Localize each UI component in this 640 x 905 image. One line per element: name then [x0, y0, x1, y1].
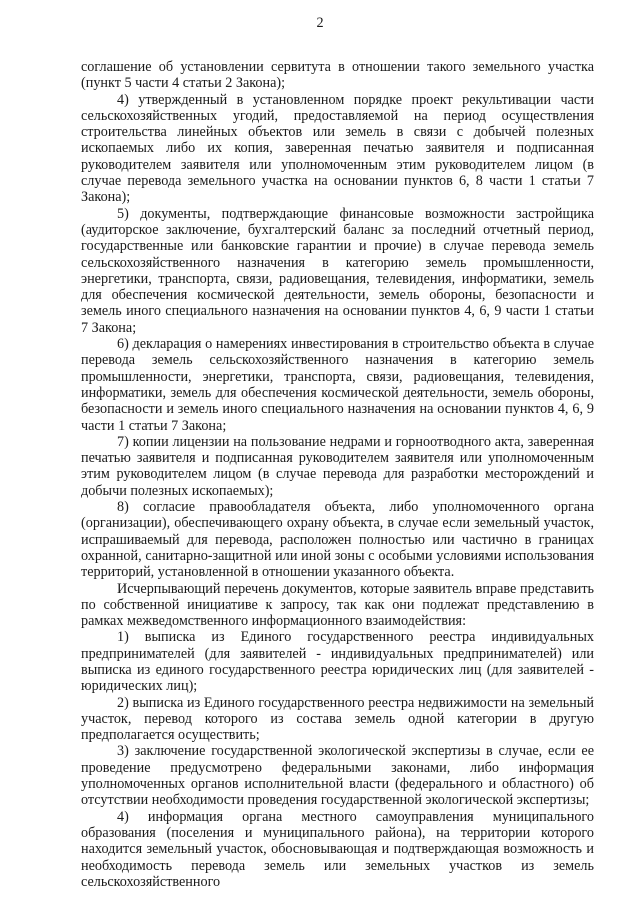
optional-item-3: 3) заключение государственной экологической экспертизы в случае, если ее проведение предусмотрено федеральными законами, либо информация уполномоченных органов исполнительной власти (федерального и областного) об отсутствии необходимости проведения государственной экологической экспертизы;: [81, 743, 594, 809]
list-item-8: 8) согласие правообладателя объекта, либо уполномоченного органа (организации), обеспечивающего охрану объекта, в случае если земельный участок, испрашиваемый для перевода, расположен полностью или частично в границах охранной, санитарно-защитной или иной зоны с особыми условиями использования территорий, установленной в отношении указанного объекта.: [81, 499, 594, 581]
paragraph-continuation: соглашение об установлении сервитута в отношении такого земельного участка (пункт 5 части 4 статьи 2 Закона);: [81, 59, 594, 92]
optional-item-4: 4) информация органа местного самоуправления муниципального образования (поселения и муниципального района), на территории которого находится земельный участок, обосновывающая и подтверждающая возможность и необходимость перевода земель или земельных участков из земель сельскохозяйственного: [81, 808, 594, 890]
section-intro: Исчерпывающий перечень документов, которые заявитель вправе представить по собственной инициативе к запросу, так как они подлежат представлению в рамках межведомственного информационного взаимодействия:: [81, 580, 594, 630]
document-body: [81, 59, 594, 890]
list-item-5: 5) документы, подтверждающие финансовые возможности застройщика (аудиторское заключение, бухгалтерский баланс за последний отчетный период, государственные или банковские гарантии и прочие) в случае перевода земель сельскохозяйственного назначения в категорию земель промышленности, энергетики, транспорта, связи, радиовещания, телевидения, информатики, земель для обеспечения космической деятельности, земель обороны, безопасности и земель иного специального назначения на основании пунктов 4, 6, 9 части 1 статьи 7 Закона;: [81, 205, 594, 336]
list-item-7: 7) копии лицензии на пользование недрами и горноотводного акта, заверенная печатью заявителя и подписанная руководителем заявителя или уполномоченным этим руководителем лицом (в случае перевода для разработки месторождений и добычи полезных ископаемых);: [81, 433, 594, 499]
optional-item-1: 1) выписка из Единого государственного реестра индивидуальных предпринимателей (для заявителей - индивидуальных предпринимателей) или выписка из единого государственного реестра юридических лиц (для заявителей - юридических лиц);: [81, 629, 594, 695]
optional-item-2: 2) выписка из Единого государственного реестра недвижимости на земельный участок, перевод которого из состава земель одной категории в другую предполагается осуществить;: [81, 694, 594, 744]
page-number: 2: [316, 15, 324, 31]
list-item-6: 6) декларация о намерениях инвестирования в строительство объекта в случае перевода земель сельскохозяйственного назначения в категорию земель промышленности, энергетики, транспорта, связи, радиовещания, телевидения, информатики, земель для обеспечения космической деятельности, земель обороны, безопасности и земель иного специального назначения на основании пунктов 4, 6, 9 части 1 статьи 7 Закона;: [81, 336, 594, 434]
list-item-4: 4) утвержденный в установленном порядке проект рекультивации части сельскохозяйственных угодий, предоставляемой на период осуществления строительства линейных объектов или земель в связи с добычей полезных ископаемых либо их копия, заверенная печатью заявителя и подписанная руководителем заявителя или уполномоченным этим руководителем лицом (в случае перевода земельного участка на основании пунктов 6, 8 части 1 статьи 7 Закона);: [81, 91, 594, 206]
